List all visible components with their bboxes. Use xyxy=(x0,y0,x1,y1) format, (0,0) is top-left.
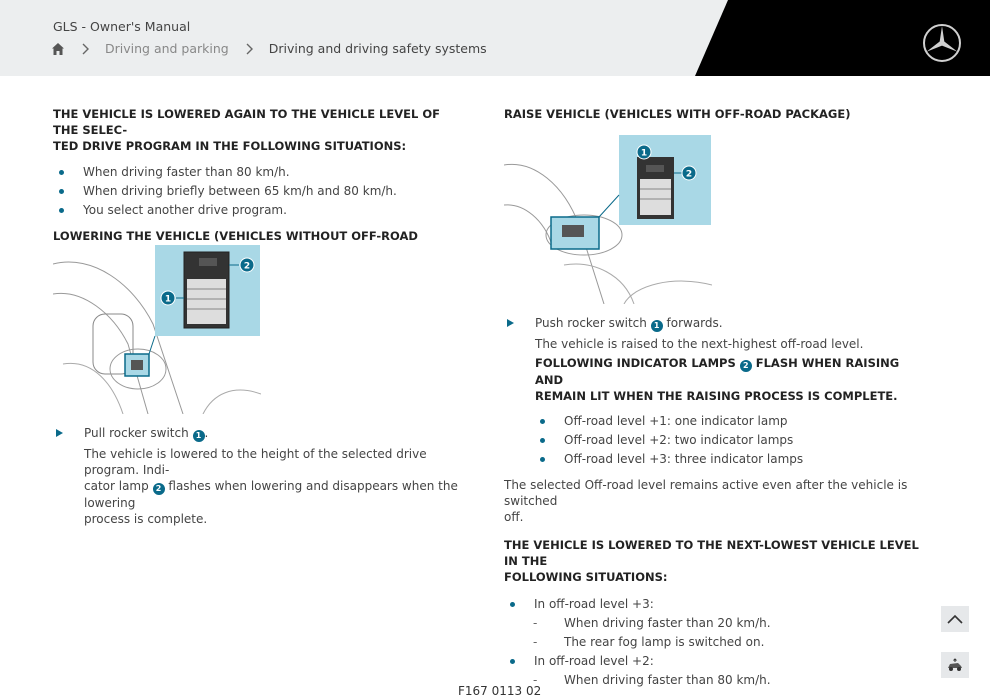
list-item: Off-road level +2: two indicator lamps xyxy=(534,431,924,450)
indicator-levels-list xyxy=(504,412,924,469)
chevron-right-icon xyxy=(81,43,89,55)
svg-text:1: 1 xyxy=(164,294,172,305)
breadcrumb xyxy=(51,41,487,56)
left-column xyxy=(53,100,463,260)
instruction-step: Pull rocker switch 1 . xyxy=(53,425,463,442)
lowering-switch-illustration xyxy=(53,244,261,414)
list-item: In off-road level +2: xyxy=(504,652,924,671)
heading-raise-vehicle: RAISE VEHICLE (VEHICLES WITH OFF-ROAD PACKAGE) xyxy=(504,107,851,121)
heading-lowered-next: THE VEHICLE IS LOWERED TO THE NEXT-LOWEST VEHICLE LEVEL IN THE FOLLOWING SITUATIONS: xyxy=(504,538,919,584)
vehicle-level-button[interactable] xyxy=(941,652,969,678)
list-item: In off-road level +3: xyxy=(504,595,924,614)
list-item: - The rear fog lamp is switched on. xyxy=(533,635,765,649)
level-remains-note: The selected Off-road level remains active even after the vehicle is switched off. xyxy=(504,478,908,524)
callout-1-icon: 1 xyxy=(651,320,663,332)
manual-title: GLS - Owner's Manual xyxy=(53,19,191,34)
home-icon[interactable] xyxy=(51,42,65,56)
callout-1-icon: 1 xyxy=(193,430,205,442)
left-step-block xyxy=(53,425,463,527)
lowering-situations-list xyxy=(504,595,924,614)
lowering-situations-list xyxy=(504,652,924,671)
list-item: When driving faster than 80 km/h. xyxy=(53,163,463,182)
list-item: - When driving faster than 80 km/h. xyxy=(533,673,771,687)
heading-lowered-again: THE VEHICLE IS LOWERED AGAIN TO THE VEHICLE LEVEL OF THE SELEC- TED DRIVE PROGRAM IN THE FOLLOWING SITUATIONS: xyxy=(53,107,440,153)
page-header xyxy=(0,0,990,76)
svg-text:1: 1 xyxy=(640,148,648,159)
sub-list xyxy=(504,671,924,690)
svg-text:2: 2 xyxy=(243,261,251,272)
chevron-up-icon xyxy=(947,614,963,624)
list-item: Off-road level +3: three indicator lamps xyxy=(534,450,924,469)
step-arrow-icon xyxy=(56,429,63,437)
callout-2-icon: 2 xyxy=(740,360,752,372)
list-item: When driving briefly between 65 km/h and 80 km/h. xyxy=(53,182,463,201)
svg-text:2: 2 xyxy=(685,169,693,180)
list-item: - When driving faster than 20 km/h. xyxy=(533,616,771,630)
raising-switch-illustration xyxy=(504,135,712,304)
figure-code: F167 0113 02 xyxy=(458,684,542,698)
situations-list xyxy=(53,163,463,220)
vehicle-level-icon xyxy=(946,658,964,672)
breadcrumb-current: Driving and driving safety systems xyxy=(268,41,487,56)
mercedes-star-logo xyxy=(922,23,962,63)
step-arrow-icon xyxy=(507,319,514,327)
callout-2-icon: 2 xyxy=(153,483,165,495)
list-item: Off-road level +1: one indicator lamp xyxy=(534,412,924,431)
scroll-top-button[interactable] xyxy=(941,606,969,632)
step-result: The vehicle is raised to the next-highest off-road level. xyxy=(535,337,864,351)
heading-lowering-vehicle: LOWERING THE VEHICLE (VEHICLES WITHOUT OFF-ROAD xyxy=(53,229,418,243)
indicator-notice: FOLLOWING INDICATOR LAMPS 2 FLASH WHEN RAISING AND REMAIN LIT WHEN THE RAISING PROCESS IS COMPLETE. xyxy=(535,356,900,403)
chevron-right-icon xyxy=(245,43,253,55)
step-result: The vehicle is lowered to the height of the selected drive program. Indi- cator lamp 2 flashes when lowering and disappears when the lowering process is complete. xyxy=(84,447,458,526)
right-column xyxy=(504,100,914,122)
list-item: You select another drive program. xyxy=(53,201,463,220)
right-step-block xyxy=(504,315,924,690)
sub-list xyxy=(504,614,924,652)
instruction-step: Push rocker switch 1 forwards. xyxy=(504,315,924,332)
breadcrumb-link-driving-parking[interactable]: Driving and parking xyxy=(105,41,229,56)
